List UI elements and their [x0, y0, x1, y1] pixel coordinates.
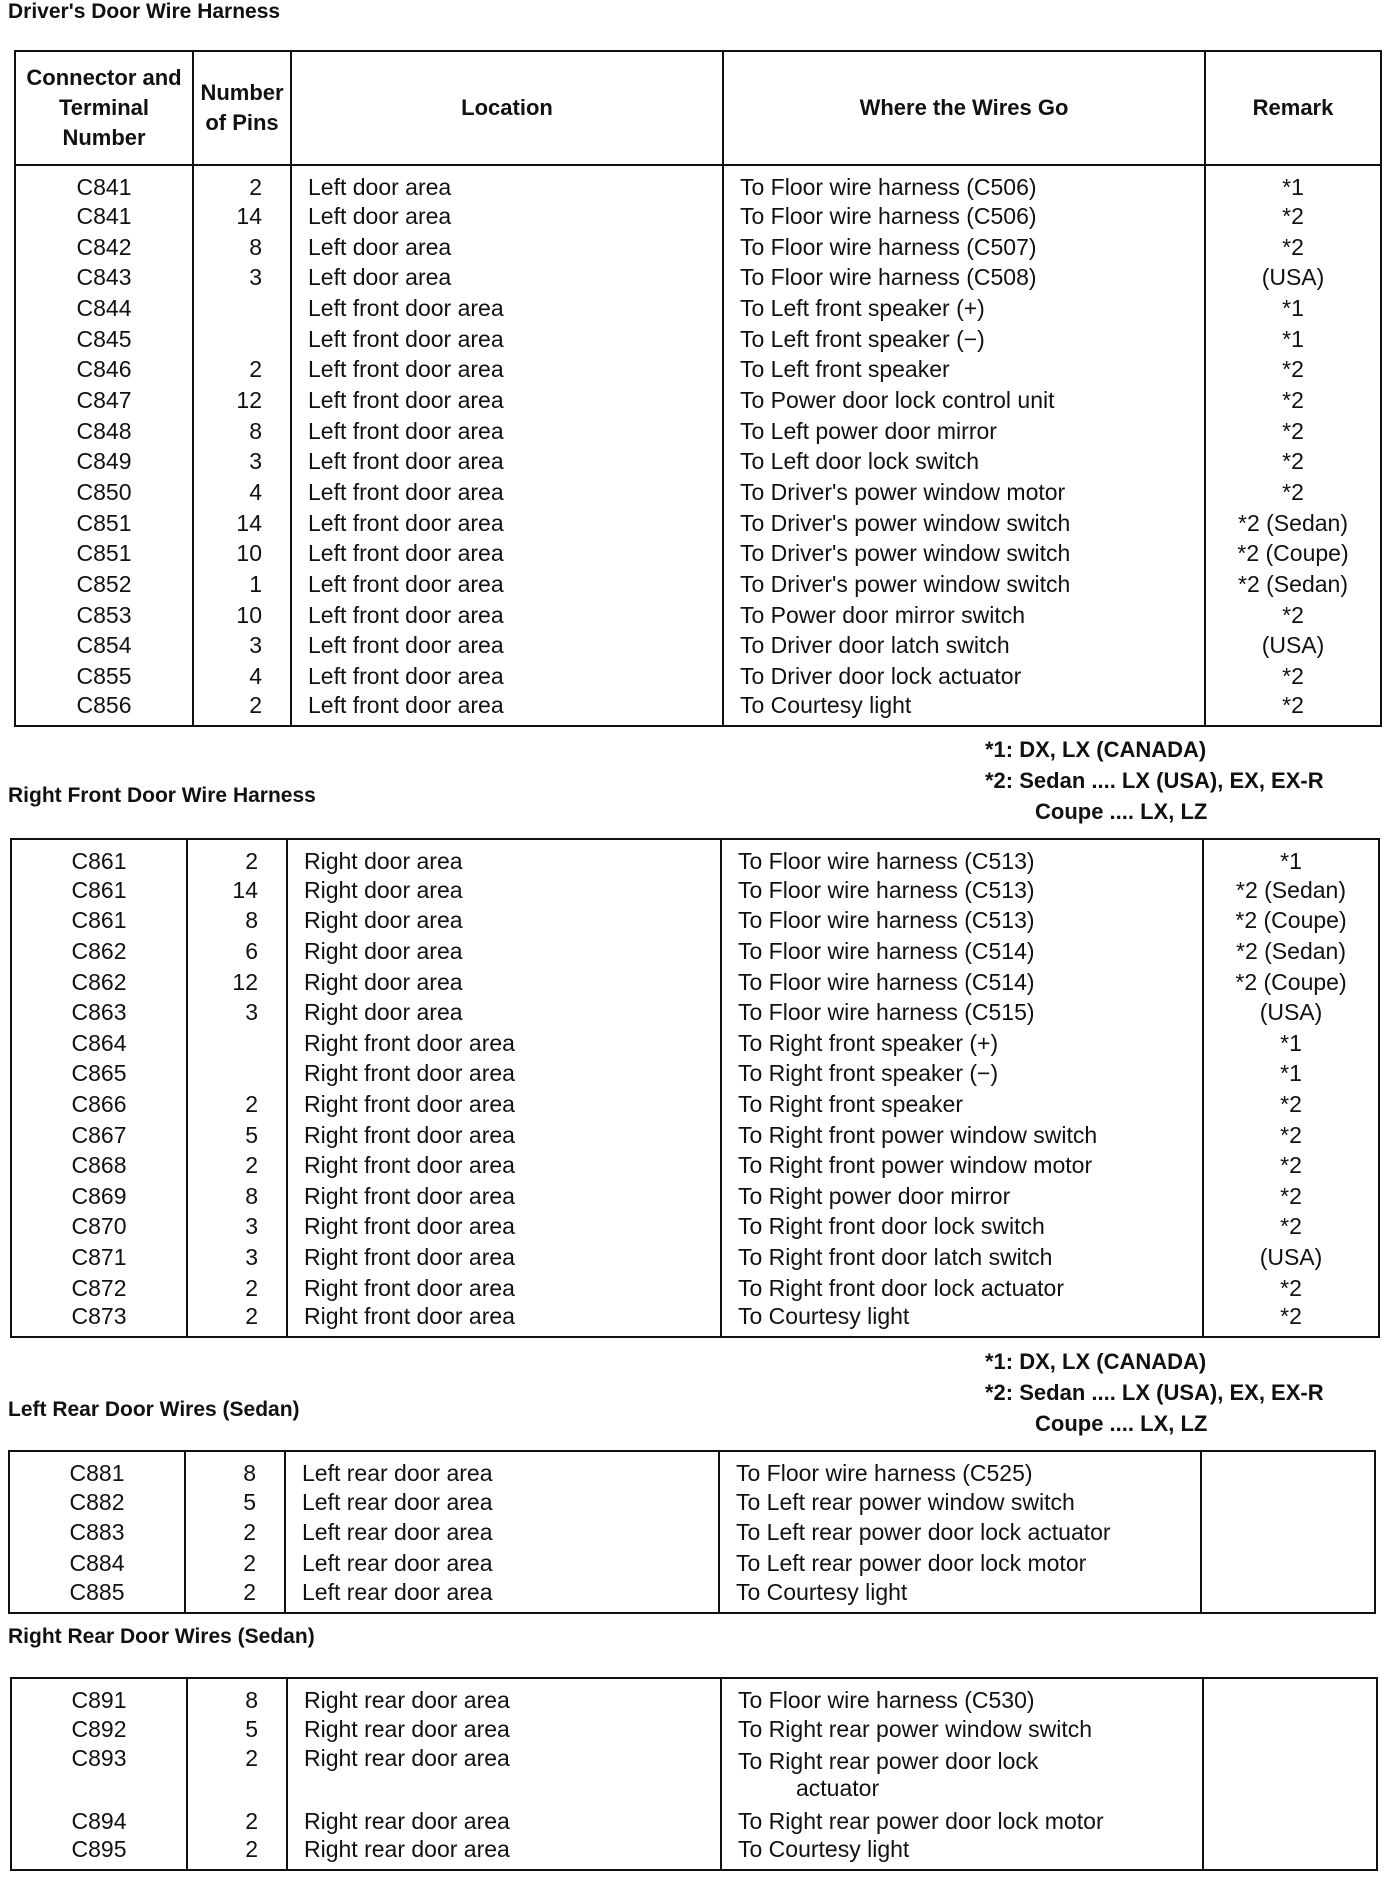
location-cell: Right front door area — [287, 1273, 721, 1304]
location-cell: Right rear door area — [287, 1678, 721, 1714]
remark-cell — [1201, 1518, 1375, 1549]
destination-cell: To Left front speaker (−) — [723, 324, 1205, 355]
location-cell: Right front door area — [287, 1181, 721, 1212]
destination-line-2: actuator — [796, 1775, 880, 1802]
table-row — [9, 1548, 1375, 1579]
location-cell: Left front door area — [291, 569, 723, 600]
remark-cell — [1201, 1579, 1375, 1613]
location-cell: Left front door area — [291, 539, 723, 570]
remark-cell: *2 — [1205, 385, 1381, 416]
pins-cell: 12 — [193, 385, 291, 416]
destination-cell: To Floor wire harness (C514) — [721, 967, 1203, 998]
destination-cell: To Floor wire harness (C506) — [723, 201, 1205, 232]
table-row — [15, 354, 1381, 385]
table-row — [9, 1451, 1375, 1487]
connector-cell: C864 — [11, 1028, 187, 1059]
pins-cell: 2 — [187, 1273, 287, 1304]
location-cell: Right front door area — [287, 1150, 721, 1181]
remark-cell: *2 — [1203, 1120, 1379, 1151]
remark-cell: *2 — [1203, 1303, 1379, 1337]
remark-cell: *1 — [1205, 324, 1381, 355]
table-row — [15, 692, 1381, 726]
destination-cell: To Courtesy light — [721, 1303, 1203, 1337]
pins-cell: 2 — [187, 1745, 287, 1806]
pins-cell: 14 — [193, 508, 291, 539]
remark-cell: *2 — [1205, 477, 1381, 508]
footnotes-1 — [985, 734, 1324, 827]
table-row — [9, 1518, 1375, 1549]
section-title-drivers-door: Driver's Door Wire Harness — [8, 0, 281, 23]
remark-cell — [1201, 1487, 1375, 1518]
remark-cell: *2 (Sedan) — [1203, 936, 1379, 967]
location-cell: Left front door area — [291, 692, 723, 726]
connector-cell: C865 — [11, 1059, 187, 1090]
table-row — [11, 839, 1379, 875]
remark-cell: *2 (Coupe) — [1205, 539, 1381, 570]
location-cell: Right front door area — [287, 1120, 721, 1151]
pins-cell: 14 — [187, 875, 287, 906]
remark-cell: *1 — [1205, 165, 1381, 201]
destination-cell: To Driver's power window switch — [723, 569, 1205, 600]
destination-cell: To Left front speaker (+) — [723, 293, 1205, 324]
location-cell: Right rear door area — [287, 1714, 721, 1745]
pins-cell — [187, 1059, 287, 1090]
location-cell: Right front door area — [287, 1242, 721, 1273]
remark-cell: (USA) — [1205, 262, 1381, 293]
table-row — [11, 1089, 1379, 1120]
table-row — [15, 201, 1381, 232]
table-row — [11, 967, 1379, 998]
table-row — [15, 661, 1381, 692]
connector-cell: C893 — [11, 1745, 187, 1806]
remark-cell — [1203, 1836, 1377, 1870]
destination-cell: To Floor wire harness (C513) — [721, 839, 1203, 875]
destination-cell: To Left rear power door lock actuator — [719, 1518, 1201, 1549]
remark-cell: *2 — [1205, 661, 1381, 692]
table-row — [15, 600, 1381, 631]
pins-cell: 8 — [187, 1181, 287, 1212]
connector-cell: C842 — [15, 232, 193, 263]
connector-cell: C883 — [9, 1518, 185, 1549]
destination-cell: To Right power door mirror — [721, 1181, 1203, 1212]
destination-cell: To Power door mirror switch — [723, 600, 1205, 631]
remark-cell: *2 — [1205, 600, 1381, 631]
left-rear-door-wires-table — [8, 1450, 1376, 1614]
pins-cell: 2 — [187, 1836, 287, 1870]
connector-cell: C872 — [11, 1273, 187, 1304]
pins-cell: 5 — [187, 1714, 287, 1745]
destination-cell: To Right rear power door lock motor — [721, 1806, 1203, 1837]
connector-cell: C881 — [9, 1451, 185, 1487]
table-row — [15, 508, 1381, 539]
connector-cell: C851 — [15, 539, 193, 570]
pins-cell: 8 — [187, 1678, 287, 1714]
header-remark: Remark — [1205, 51, 1381, 165]
pins-cell: 2 — [193, 354, 291, 385]
pins-cell: 4 — [193, 477, 291, 508]
pins-cell: 6 — [187, 936, 287, 967]
connector-cell: C852 — [15, 569, 193, 600]
destination-cell: To Floor wire harness (C513) — [721, 875, 1203, 906]
remark-cell: (USA) — [1205, 631, 1381, 662]
connector-cell: C841 — [15, 165, 193, 201]
table-row — [11, 1678, 1377, 1714]
pins-cell: 2 — [187, 1303, 287, 1337]
table-row — [15, 631, 1381, 662]
remark-cell: *2 — [1205, 232, 1381, 263]
destination-cell: To Floor wire harness (C513) — [721, 906, 1203, 937]
location-cell: Right front door area — [287, 1028, 721, 1059]
remark-cell: *1 — [1203, 1028, 1379, 1059]
header-destination: Where the Wires Go — [723, 51, 1205, 165]
location-cell: Left front door area — [291, 661, 723, 692]
destination-cell: To Right rear power window switch — [721, 1714, 1203, 1745]
pins-cell: 10 — [193, 600, 291, 631]
destination-line-1: To Right rear power door lock — [738, 1748, 1039, 1775]
location-cell: Right door area — [287, 906, 721, 937]
right-rear-door-wires-table — [10, 1677, 1378, 1871]
location-cell: Left front door area — [291, 477, 723, 508]
table-row — [11, 906, 1379, 937]
connector-cell: C862 — [11, 936, 187, 967]
section-title-right-front-door: Right Front Door Wire Harness — [8, 784, 316, 807]
location-cell: Left door area — [291, 201, 723, 232]
table-row — [11, 1150, 1379, 1181]
destination-cell: To Power door lock control unit — [723, 385, 1205, 416]
destination-cell: To Courtesy light — [719, 1579, 1201, 1613]
destination-cell: To Left door lock switch — [723, 447, 1205, 478]
footnote-2: *2: Sedan .... LX (USA), EX, EX-R — [985, 768, 1324, 793]
pins-cell: 3 — [187, 1242, 287, 1273]
remark-cell — [1203, 1678, 1377, 1714]
section-title-right-rear-door: Right Rear Door Wires (Sedan) — [8, 1625, 315, 1648]
pins-cell: 3 — [193, 631, 291, 662]
pins-cell — [193, 293, 291, 324]
drivers-door-harness-table — [14, 50, 1382, 727]
location-cell: Right front door area — [287, 1059, 721, 1090]
connector-cell: C854 — [15, 631, 193, 662]
location-cell: Right door area — [287, 936, 721, 967]
location-cell: Right door area — [287, 997, 721, 1028]
remark-cell: *2 — [1205, 416, 1381, 447]
location-cell: Left rear door area — [285, 1518, 719, 1549]
pins-cell — [193, 324, 291, 355]
remark-cell: *2 — [1203, 1273, 1379, 1304]
connector-cell: C853 — [15, 600, 193, 631]
remark-cell: *2 (Coupe) — [1203, 967, 1379, 998]
connector-cell: C844 — [15, 293, 193, 324]
table-row — [11, 1120, 1379, 1151]
connector-cell: C867 — [11, 1120, 187, 1151]
footnote-2-coupe: Coupe .... LX, LZ — [1035, 1411, 1208, 1436]
remark-cell: *1 — [1203, 1059, 1379, 1090]
location-cell: Left door area — [291, 232, 723, 263]
pins-cell: 5 — [185, 1487, 285, 1518]
pins-cell: 2 — [187, 1089, 287, 1120]
connector-cell: C891 — [11, 1678, 187, 1714]
remark-cell: *2 — [1203, 1212, 1379, 1243]
destination-cell: To Right front speaker (+) — [721, 1028, 1203, 1059]
pins-cell: 8 — [185, 1451, 285, 1487]
pins-cell: 2 — [193, 692, 291, 726]
connector-cell: C861 — [11, 906, 187, 937]
right-front-door-harness-table — [10, 838, 1380, 1338]
destination-cell: To Left rear power window switch — [719, 1487, 1201, 1518]
pins-cell: 2 — [187, 1806, 287, 1837]
table-row — [11, 1273, 1379, 1304]
destination-cell: To Right front speaker (−) — [721, 1059, 1203, 1090]
pins-cell: 4 — [193, 661, 291, 692]
connector-cell: C855 — [15, 661, 193, 692]
location-cell: Left rear door area — [285, 1487, 719, 1518]
destination-cell: To Courtesy light — [721, 1836, 1203, 1870]
connector-cell: C851 — [15, 508, 193, 539]
destination-cell: To Driver door latch switch — [723, 631, 1205, 662]
table-row — [15, 416, 1381, 447]
table-row — [11, 936, 1379, 967]
location-cell: Left front door area — [291, 354, 723, 385]
pins-cell: 2 — [185, 1518, 285, 1549]
table-row — [15, 165, 1381, 201]
pins-cell: 5 — [187, 1120, 287, 1151]
location-cell: Left front door area — [291, 447, 723, 478]
pins-cell: 3 — [187, 1212, 287, 1243]
destination-cell: To Right front power window motor — [721, 1150, 1203, 1181]
destination-cell: To Right front door latch switch — [721, 1242, 1203, 1273]
connector-cell: C866 — [11, 1089, 187, 1120]
table-row — [11, 1303, 1379, 1337]
location-cell: Left door area — [291, 262, 723, 293]
location-cell: Right rear door area — [287, 1836, 721, 1870]
destination-cell: To Driver door lock actuator — [723, 661, 1205, 692]
pins-cell: 2 — [185, 1579, 285, 1613]
footnote-1: *1: DX, LX (CANADA) — [985, 737, 1207, 762]
table-row — [11, 1028, 1379, 1059]
table-row — [15, 569, 1381, 600]
location-cell: Right front door area — [287, 1303, 721, 1337]
footnote-2: *2: Sedan .... LX (USA), EX, EX-R — [985, 1380, 1324, 1405]
location-cell: Right front door area — [287, 1212, 721, 1243]
remark-cell: *2 — [1203, 1150, 1379, 1181]
remark-cell: *2 (Sedan) — [1205, 508, 1381, 539]
connector-cell: C885 — [9, 1579, 185, 1613]
location-cell: Left rear door area — [285, 1579, 719, 1613]
remark-cell — [1203, 1714, 1377, 1745]
remark-cell: *2 — [1205, 447, 1381, 478]
connector-cell: C871 — [11, 1242, 187, 1273]
header-pins: Number of Pins — [193, 51, 291, 165]
footnotes-2 — [985, 1346, 1324, 1439]
destination-cell: To Floor wire harness (C515) — [721, 997, 1203, 1028]
table-row — [9, 1579, 1375, 1613]
connector-cell: C894 — [11, 1806, 187, 1837]
destination-cell: To Driver's power window motor — [723, 477, 1205, 508]
table-header-row — [15, 51, 1381, 165]
destination-cell: To Right front power window switch — [721, 1120, 1203, 1151]
destination-cell: To Left rear power door lock motor — [719, 1548, 1201, 1579]
location-cell: Right rear door area — [287, 1806, 721, 1837]
remark-cell — [1201, 1451, 1375, 1487]
location-cell: Right door area — [287, 967, 721, 998]
remark-cell: *2 — [1205, 354, 1381, 385]
destination-cell: To Floor wire harness (C525) — [719, 1451, 1201, 1487]
location-cell: Left front door area — [291, 508, 723, 539]
table-row — [15, 539, 1381, 570]
table-row — [15, 293, 1381, 324]
remark-cell: *1 — [1205, 293, 1381, 324]
location-cell: Right door area — [287, 839, 721, 875]
table-row — [11, 875, 1379, 906]
table-row — [11, 1242, 1379, 1273]
location-cell: Left rear door area — [285, 1451, 719, 1487]
pins-cell: 3 — [187, 997, 287, 1028]
destination-cell: To Right front door lock switch — [721, 1212, 1203, 1243]
destination-cell: To Left front speaker — [723, 354, 1205, 385]
destination-cell: To Driver's power window switch — [723, 539, 1205, 570]
table-row — [15, 447, 1381, 478]
connector-cell: C892 — [11, 1714, 187, 1745]
destination-cell: To Right front speaker — [721, 1089, 1203, 1120]
connector-cell: C843 — [15, 262, 193, 293]
pins-cell: 2 — [187, 839, 287, 875]
destination-cell: To Driver's power window switch — [723, 508, 1205, 539]
location-cell: Left front door area — [291, 324, 723, 355]
location-cell: Right rear door area — [287, 1745, 721, 1806]
table-row — [11, 1181, 1379, 1212]
connector-cell: C861 — [11, 875, 187, 906]
footnote-2-coupe: Coupe .... LX, LZ — [1035, 799, 1208, 824]
connector-cell: C873 — [11, 1303, 187, 1337]
header-location: Location — [291, 51, 723, 165]
connector-cell: C862 — [11, 967, 187, 998]
connector-cell: C870 — [11, 1212, 187, 1243]
location-cell: Left front door area — [291, 416, 723, 447]
destination-cell: To Floor wire harness (C506) — [723, 165, 1205, 201]
remark-cell — [1203, 1745, 1377, 1806]
pins-cell: 14 — [193, 201, 291, 232]
connector-cell: C848 — [15, 416, 193, 447]
connector-cell: C882 — [9, 1487, 185, 1518]
table-row — [11, 1806, 1377, 1837]
section-title-left-rear-door: Left Rear Door Wires (Sedan) — [8, 1398, 300, 1421]
table-row — [9, 1487, 1375, 1518]
connector-cell: C895 — [11, 1836, 187, 1870]
connector-cell: C884 — [9, 1548, 185, 1579]
remark-cell: *2 — [1203, 1181, 1379, 1212]
location-cell: Left front door area — [291, 600, 723, 631]
pins-cell: 3 — [193, 262, 291, 293]
connector-cell: C863 — [11, 997, 187, 1028]
table-row — [15, 262, 1381, 293]
connector-cell: C846 — [15, 354, 193, 385]
remark-cell: (USA) — [1203, 1242, 1379, 1273]
connector-cell: C861 — [11, 839, 187, 875]
connector-cell: C869 — [11, 1181, 187, 1212]
location-cell: Left rear door area — [285, 1548, 719, 1579]
pins-cell: 3 — [193, 447, 291, 478]
table-row — [15, 385, 1381, 416]
location-cell: Left front door area — [291, 385, 723, 416]
pins-cell — [187, 1028, 287, 1059]
connector-cell: C847 — [15, 385, 193, 416]
connector-cell: C849 — [15, 447, 193, 478]
location-cell: Left front door area — [291, 631, 723, 662]
remark-cell: *2 — [1205, 201, 1381, 232]
table-row — [11, 1745, 1377, 1806]
connector-cell: C841 — [15, 201, 193, 232]
location-cell: Right door area — [287, 875, 721, 906]
remark-cell — [1201, 1548, 1375, 1579]
connector-cell: C868 — [11, 1150, 187, 1181]
remark-cell: *2 — [1205, 692, 1381, 726]
destination-cell: To Floor wire harness (C507) — [723, 232, 1205, 263]
remark-cell: *2 — [1203, 1089, 1379, 1120]
destination-cell — [721, 1745, 1203, 1806]
table-row — [11, 1714, 1377, 1745]
pins-cell: 8 — [193, 232, 291, 263]
pins-cell: 10 — [193, 539, 291, 570]
pins-cell: 8 — [193, 416, 291, 447]
destination-cell: To Floor wire harness (C530) — [721, 1678, 1203, 1714]
connector-cell: C845 — [15, 324, 193, 355]
remark-cell: *2 (Sedan) — [1203, 875, 1379, 906]
table-row — [15, 232, 1381, 263]
connector-cell: C856 — [15, 692, 193, 726]
pins-cell: 1 — [193, 569, 291, 600]
table-row — [11, 1059, 1379, 1090]
header-connector: Connector and Terminal Number — [15, 51, 193, 165]
table-row — [11, 997, 1379, 1028]
remark-cell: (USA) — [1203, 997, 1379, 1028]
destination-cell: To Floor wire harness (C514) — [721, 936, 1203, 967]
pins-cell: 8 — [187, 906, 287, 937]
table-row — [11, 1836, 1377, 1870]
connector-cell: C850 — [15, 477, 193, 508]
destination-cell: To Courtesy light — [723, 692, 1205, 726]
table-row — [15, 324, 1381, 355]
destination-cell: To Left power door mirror — [723, 416, 1205, 447]
pins-cell: 2 — [193, 165, 291, 201]
location-cell: Left door area — [291, 165, 723, 201]
table-row — [15, 477, 1381, 508]
pins-cell: 12 — [187, 967, 287, 998]
destination-cell: To Right front door lock actuator — [721, 1273, 1203, 1304]
location-cell: Left front door area — [291, 293, 723, 324]
remark-cell: *1 — [1203, 839, 1379, 875]
remark-cell: *2 (Sedan) — [1205, 569, 1381, 600]
pins-cell: 2 — [187, 1150, 287, 1181]
remark-cell — [1203, 1806, 1377, 1837]
table-row — [11, 1212, 1379, 1243]
footnote-1: *1: DX, LX (CANADA) — [985, 1349, 1207, 1374]
pins-cell: 2 — [185, 1548, 285, 1579]
remark-cell: *2 (Coupe) — [1203, 906, 1379, 937]
destination-cell: To Floor wire harness (C508) — [723, 262, 1205, 293]
location-cell: Right front door area — [287, 1089, 721, 1120]
